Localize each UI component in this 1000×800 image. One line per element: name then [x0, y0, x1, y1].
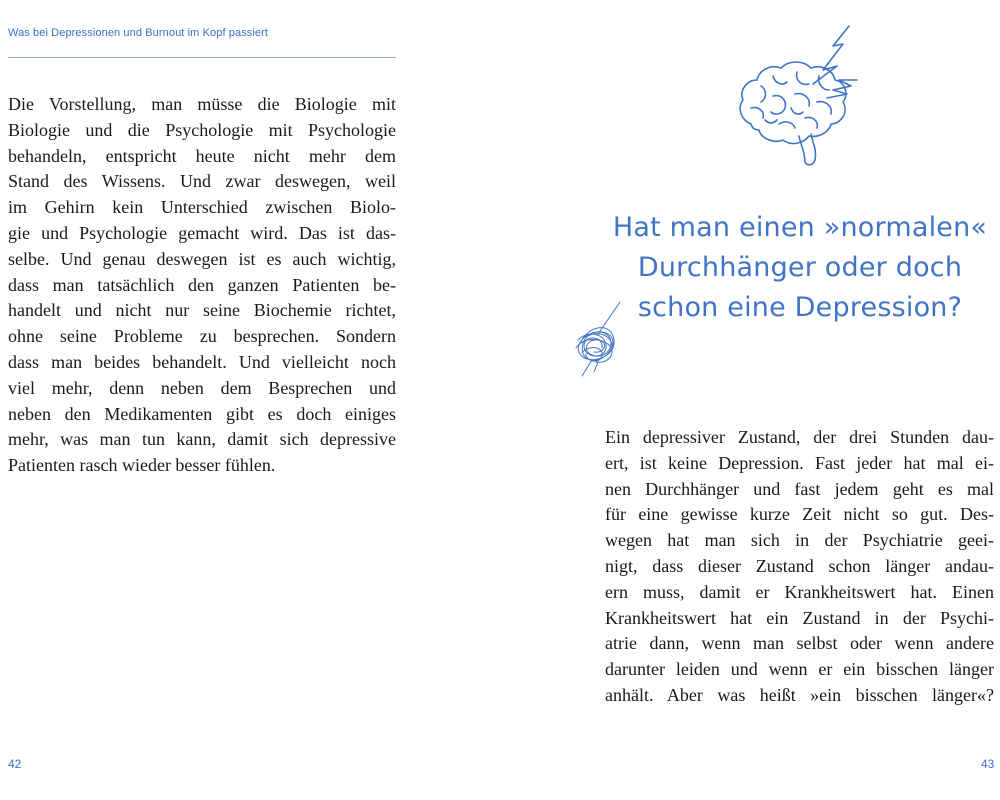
running-head: Was bei Depressionen und Burnout im Kopf passiert: [8, 27, 269, 39]
text-line: ern muss, damit er Krankheitswert hat. Einen: [605, 581, 994, 602]
text-line: Die Vorstellung, man müsse die Biologie mit: [8, 94, 396, 114]
section-heading: [610, 208, 990, 328]
heading-line: Durchhänger oder doch: [637, 252, 963, 283]
right-page: [500, 0, 1000, 800]
text-line: atrie dann, wenn man selbst oder wenn andere: [605, 633, 994, 654]
text-line: Stand des Wissens. Und zwar deswegen, weil: [8, 171, 396, 192]
brain-with-lightning-icon: [721, 20, 873, 180]
text-line: viel mehr, denn neben dem Besprechen und: [8, 377, 396, 398]
text-line: im Gehirn kein Unterschied zwischen Biolo-: [8, 197, 396, 218]
text-line: darunter leiden und wenn er ein bisschen länger: [605, 659, 994, 680]
text-line: ert, ist keine Depression. Fast jeder hat mal ei-: [605, 452, 994, 473]
text-line: dass man beides behandelt. Und vielleicht noch: [8, 351, 396, 372]
text-line: handelt und nicht nur seine Biochemie richtet,: [8, 300, 396, 321]
heading-line: schon eine Depression?: [637, 292, 963, 323]
text-line: selbe. Und genau deswegen ist es auch wichtig,: [8, 248, 396, 269]
text-line: nen Durchhänger und fast jedem geht es mal: [605, 478, 994, 499]
text-line: gie und Psychologie gemacht wird. Das ist das-: [8, 222, 396, 243]
text-line: nigt, dass dieser Zustand schon länger andau-: [605, 555, 994, 576]
page-number: 42: [8, 757, 22, 771]
text-line: wegen hat man sich in der Psychiatrie geei-: [605, 530, 994, 551]
text-line: Biologie und die Psychologie mit Psychologie: [8, 119, 396, 140]
text-line: anhält. Aber was heißt »ein bisschen länger«?: [605, 684, 994, 705]
text-line: mehr, was man tun kann, damit sich depressive: [8, 429, 396, 450]
header-rule: [8, 57, 396, 58]
text-line: neben den Medikamenten gibt es doch einiges: [8, 403, 396, 424]
body-paragraph: [605, 425, 994, 709]
text-line: dass man tatsächlich den ganzen Patienten be-: [8, 274, 396, 295]
body-paragraph: [8, 92, 396, 479]
page-number: 43: [981, 757, 995, 771]
text-line: behandeln, entspricht heute nicht mehr dem: [8, 145, 396, 166]
text-line: für eine gewisse kurze Zeit nicht so gut. Des-: [605, 504, 994, 525]
heading-line: Hat man einen »normalen«: [612, 212, 988, 243]
text-line: Patienten rasch wieder besser fühlen.: [8, 455, 276, 476]
text-line: Krankheitswert hat ein Zustand in der Psychi-: [605, 607, 994, 628]
text-line: Ein depressiver Zustand, der drei Stunden dau-: [605, 427, 994, 447]
text-line: ohne seine Probleme zu besprechen. Sondern: [8, 326, 396, 347]
